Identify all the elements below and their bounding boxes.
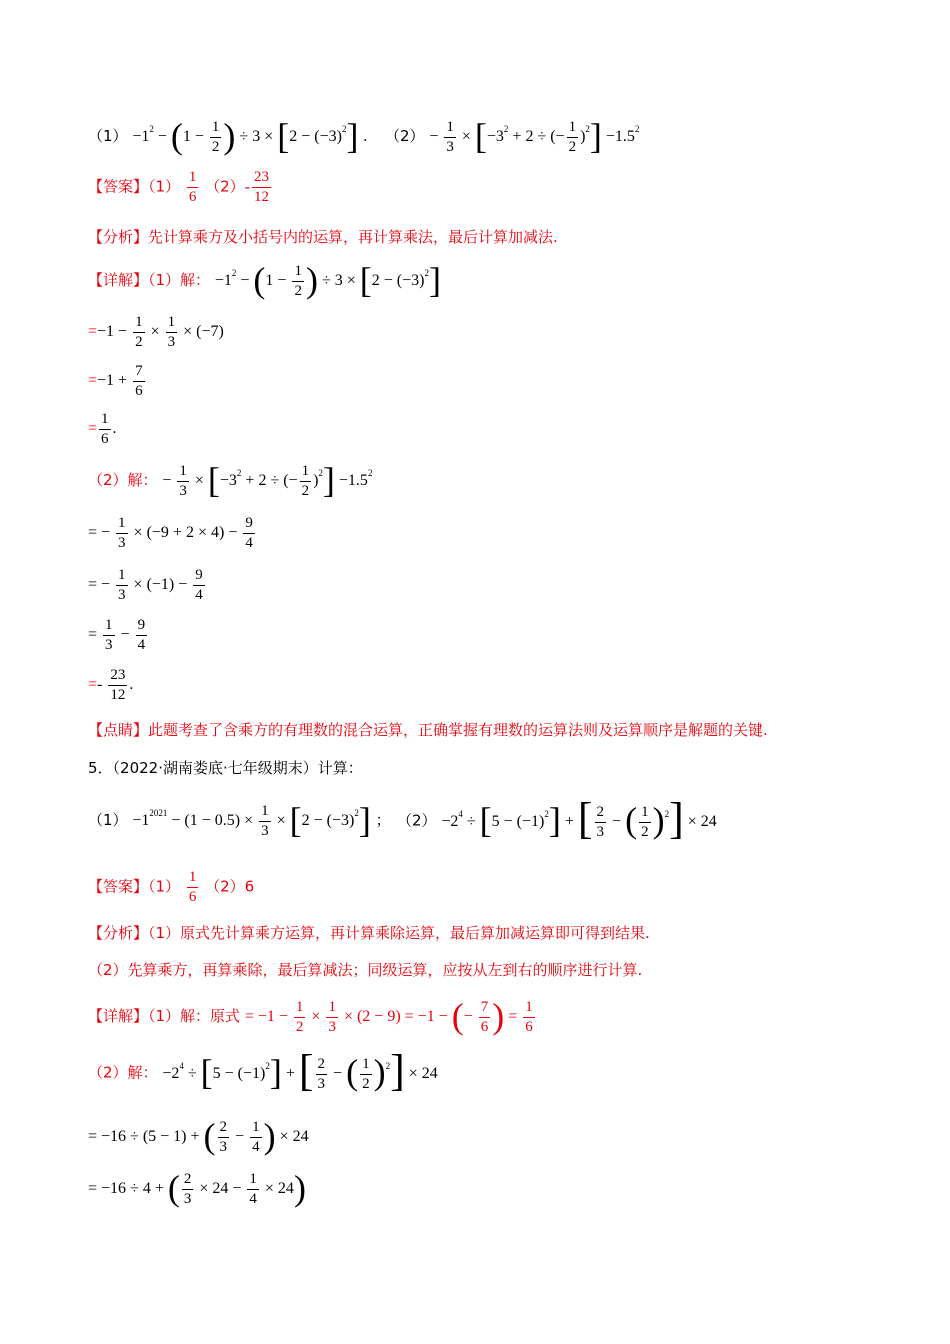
q5-part1-line [88, 799, 391, 841]
detail-part1-label: （1）解： [148, 271, 211, 290]
q4-problem-line [88, 115, 368, 157]
answer-part2-label: （2） [205, 177, 245, 196]
answer-part2-value: $\frac{23}{12}$ [254, 169, 269, 205]
detail2-part2-line [88, 1046, 438, 1096]
answer2-part1-value: $\frac{1}{6}$ [188, 869, 197, 905]
answer-neg-sign: - [244, 178, 250, 196]
step-1-1: =−1 − $\frac{1}{2}$ × $\frac{1}{3}$ × (−7) [88, 314, 224, 350]
answer2-tag: 【答案】 [88, 877, 149, 896]
detail-tag: 【详解】 [88, 271, 149, 290]
step-1-2: =−1 + $\frac{7}{6}$ [88, 363, 143, 399]
answer-line-2 [88, 868, 254, 907]
step-2-1: = − $\frac{1}{3}$ × (−9 + 2 × 4) − $\frac{9}{4}$ [88, 515, 253, 551]
q5-title: 5．（2022·湖南娄底·七年级期末）计算： [88, 759, 363, 777]
detail-part2-label: （2）解： [88, 471, 158, 490]
detail2-part2-label: （2）解： [88, 1063, 158, 1082]
analysis-line-3: （2）先算乘方，再算乘除，最后算减法；同级运算，应按从左到右的顺序进行计算. [88, 961, 643, 979]
q4-problem-line-2 [385, 115, 640, 157]
answer-tag: 【答案】 [88, 177, 149, 196]
detail1-expression: $-1^2 - (1$ − $\frac{1}{2}$ ) ÷ $3 \times [2 - (-3)^2]$ [214, 259, 441, 300]
detail-line-2 [88, 995, 537, 1037]
detail2-part2-expression: $-2^4 \div [5 - (-1)^2]$ + [ $\frac{2}{3}$ − ( $\frac{1}{2}$ )$^2$] × 24 [162, 1046, 438, 1095]
q4-part1-end: . [363, 128, 368, 146]
q5-part1-label: （1） [88, 811, 128, 830]
q5-part2-expression: $-2^4 \div [5 - (-1)^2]$ + [ $\frac{2}{3}$ − ( $\frac{1}{2}$ )$^2$] × 24 [441, 794, 717, 843]
step-2-3: = $\frac{1}{3}$ − $\frac{9}{4}$ [88, 617, 146, 653]
q5-part1-end: ； [375, 811, 391, 830]
answer-line-1 [88, 168, 273, 207]
q4-part1-expression: $-1^2 - (1$ − $\frac{1}{2}$ ) ÷ $3 \times [2 - (-3)^2]$ [132, 115, 359, 156]
step-2-4: =- $\frac{23}{12}$ . [88, 667, 134, 703]
detail2-part1-expression: = −1 − $\frac{1}{2}$ × $\frac{1}{3}$ × (2 − 9) = −1 − (− $\frac{7}{6}$ ) = $\frac{1}{6}$ [244, 995, 533, 1036]
step-2-2: = − $\frac{1}{3}$ × (−1) − $\frac{9}{4}$ [88, 567, 203, 603]
analysis-line-1: 【分析】先计算乘方及小括号内的运算，再计算乘法，最后计算加减法. [88, 228, 558, 246]
step-3-2: = −16 ÷ 4 + ( $\frac{2}{3}$ × 24 − $\frac{1}{4}$ × 24) [88, 1167, 306, 1208]
answer-part1-value: $\frac{1}{6}$ [188, 169, 197, 205]
q5-part1-expression: $-1^{2021} - (1 - 0.5)$ × $\frac{1}{3}$ × $[2 - (-3)^2]$ [132, 799, 371, 840]
detail2-tag: 【详解】 [88, 1007, 149, 1026]
step-1-3: = $\frac{1}{6}$ . [88, 411, 117, 447]
q5-part2-line [397, 794, 717, 844]
step-3-1: = −16 ÷ (5 − 1) + ( $\frac{2}{3}$ − $\frac{1}{4}$ ) × 24 [88, 1115, 309, 1156]
q4-part2-expression: − $\frac{1}{3}$ × [$-3^2 + 2$ ÷ (− $\frac{1}{2}$ )$^2] -1.5^2$ [429, 115, 640, 156]
answer2-part1-label: （1） [148, 877, 181, 896]
analysis-line-2: 【分析】（1）原式先计算乘方运算，再计算乘除运算，最后算加减运算即可得到结果. [88, 924, 650, 942]
q4-part1-label: （1） [88, 127, 128, 146]
detail2-part1-label: （1）解：原式 [148, 1007, 241, 1026]
detail-part2-line [88, 459, 373, 501]
detail2-expression: − $\frac{1}{3}$ × [$-3^2 + 2$ ÷ (− $\frac{1}{2}$ )$^2] -1.5^2$ [162, 459, 373, 500]
answer-part1-label: （1） [148, 177, 181, 196]
q5-part2-label: （2） [397, 811, 437, 830]
answer2-part2: （2）6 [205, 877, 255, 896]
detail-line-1 [88, 259, 441, 301]
q4-part2-label: （2） [385, 127, 425, 146]
comment-line-1: 【点睛】此题考查了含乘方的有理数的混合运算，正确掌握有理数的运算法则及运算顺序是解题的关键. [88, 721, 768, 739]
